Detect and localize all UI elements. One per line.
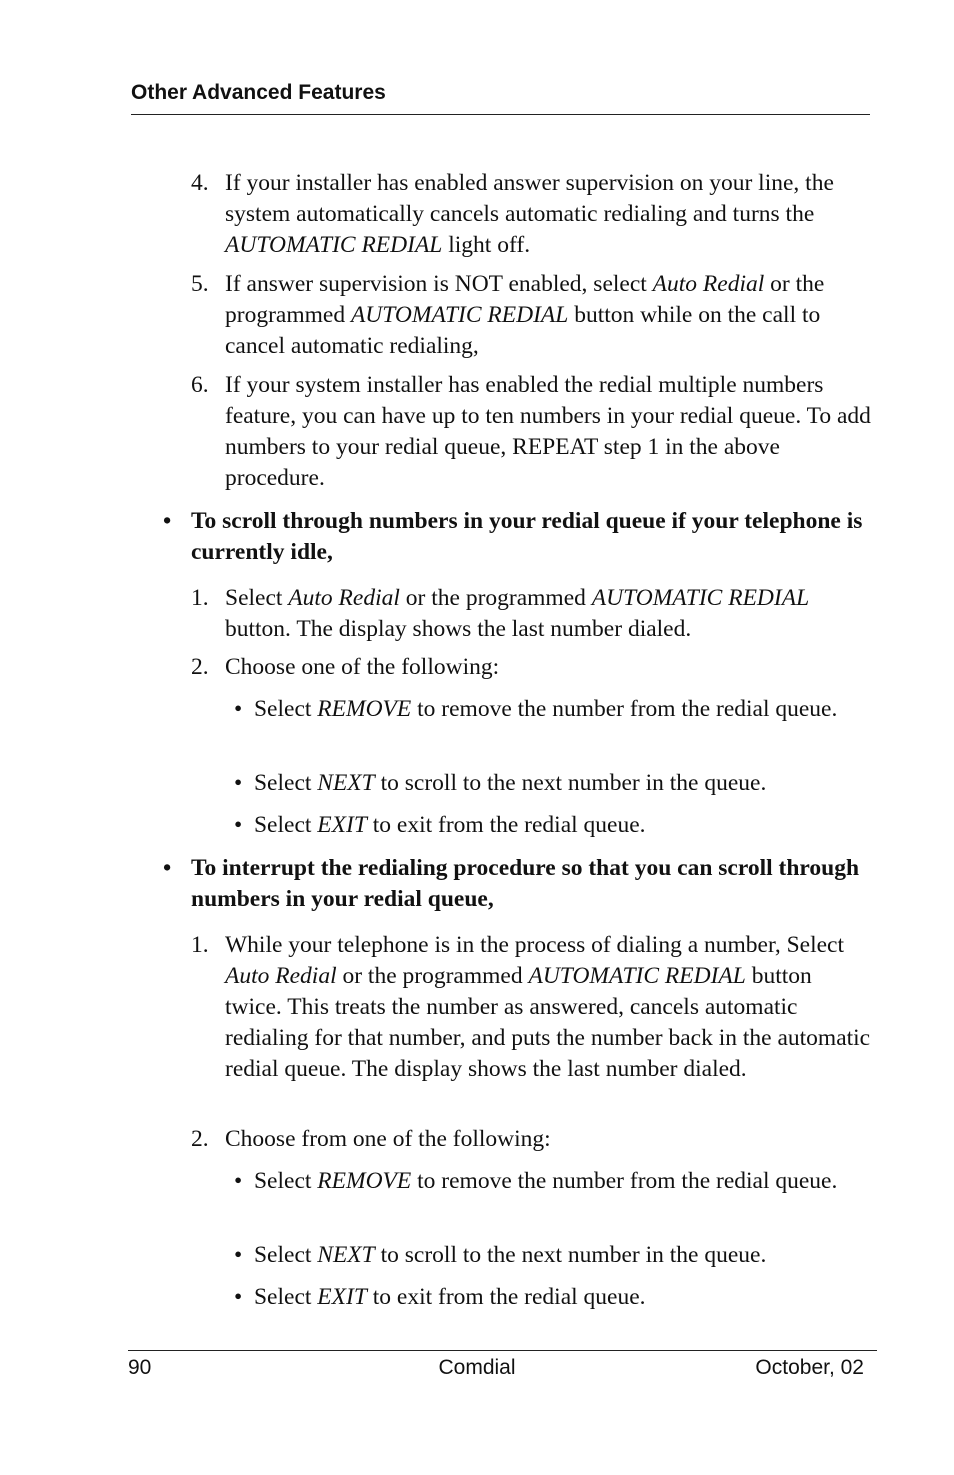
step-text: If your installer has enabled answer supervision on your line, the system automatically cancels automatic redialing and turns the AUTOMATIC REDIAL light off. xyxy=(225,170,834,258)
option-text: • Select EXIT to exit from the redial queue. xyxy=(234,1284,646,1310)
section-heading-interrupt xyxy=(163,853,868,915)
heading-text: To scroll through numbers in your redial queue if your telephone is currently idle, xyxy=(191,508,863,565)
footer-rule xyxy=(128,1350,877,1351)
step-number: 2. xyxy=(191,654,209,680)
step-number: 1. xyxy=(191,932,209,958)
step-number: 6. xyxy=(191,372,209,398)
step-number: 1. xyxy=(191,585,209,611)
step-text: If answer supervision is NOT enabled, select Auto Redial or the programmed AUTOMATIC REDIAL button while on the call to cancel automatic redialing, xyxy=(225,271,825,359)
section2-option-exit xyxy=(234,1282,874,1313)
step-6 xyxy=(191,370,871,494)
bullet: • xyxy=(163,508,172,534)
footer-publisher: Comdial xyxy=(438,1356,516,1379)
section2-option-remove xyxy=(234,1166,874,1197)
step-text: While your telephone is in the process of dialing a number, Select Auto Redial or the programmed AUTOMATIC REDIAL button twice. This treats the number as answered, cancels automatic redialing for that number, and puts the number back in the automatic redial queue. The display shows the last number dialed. xyxy=(225,932,871,1082)
bullet: • xyxy=(163,855,172,881)
step-number: 5. xyxy=(191,271,209,297)
option-text: • Select REMOVE to remove the number from the redial queue. xyxy=(234,1168,838,1194)
section-heading-scroll xyxy=(163,506,868,568)
section1-step-2 xyxy=(191,652,871,683)
section1-step-1 xyxy=(191,583,871,645)
step-text: Select Auto Redial or the programmed AUTOMATIC REDIAL button. The display shows the last number dialed. xyxy=(225,585,810,642)
section2-step-2 xyxy=(191,1124,871,1155)
section2-option-next xyxy=(234,1240,874,1271)
section1-option-exit xyxy=(234,810,874,841)
option-text: • Select NEXT to scroll to the next number in the queue. xyxy=(234,1242,767,1268)
step-number: 4. xyxy=(191,170,209,196)
step-text: Choose one of the following: xyxy=(225,654,500,680)
footer-date: October, 02 xyxy=(755,1356,864,1379)
step-number: 2. xyxy=(191,1126,209,1152)
running-header: Other Advanced Features xyxy=(131,81,386,104)
section1-option-next xyxy=(234,768,874,799)
header-rule xyxy=(131,114,870,115)
heading-text: To interrupt the redialing procedure so that you can scroll through numbers in your redial queue, xyxy=(191,855,860,912)
page-number: 90 xyxy=(128,1356,152,1379)
step-4 xyxy=(191,168,871,261)
option-text: • Select NEXT to scroll to the next number in the queue. xyxy=(234,770,767,796)
step-text: Choose from one of the following: xyxy=(225,1126,551,1152)
step-5 xyxy=(191,269,871,362)
section1-option-remove xyxy=(234,694,874,725)
option-text: • Select REMOVE to remove the number from the redial queue. xyxy=(234,696,838,722)
step-text: If your system installer has enabled the redial multiple numbers feature, you can have up to ten numbers in your redial queue. To add numbers to your redial queue, REPEAT step 1 in the above procedure. xyxy=(225,372,871,491)
option-text: • Select EXIT to exit from the redial queue. xyxy=(234,812,646,838)
section2-step-1 xyxy=(191,930,871,1085)
